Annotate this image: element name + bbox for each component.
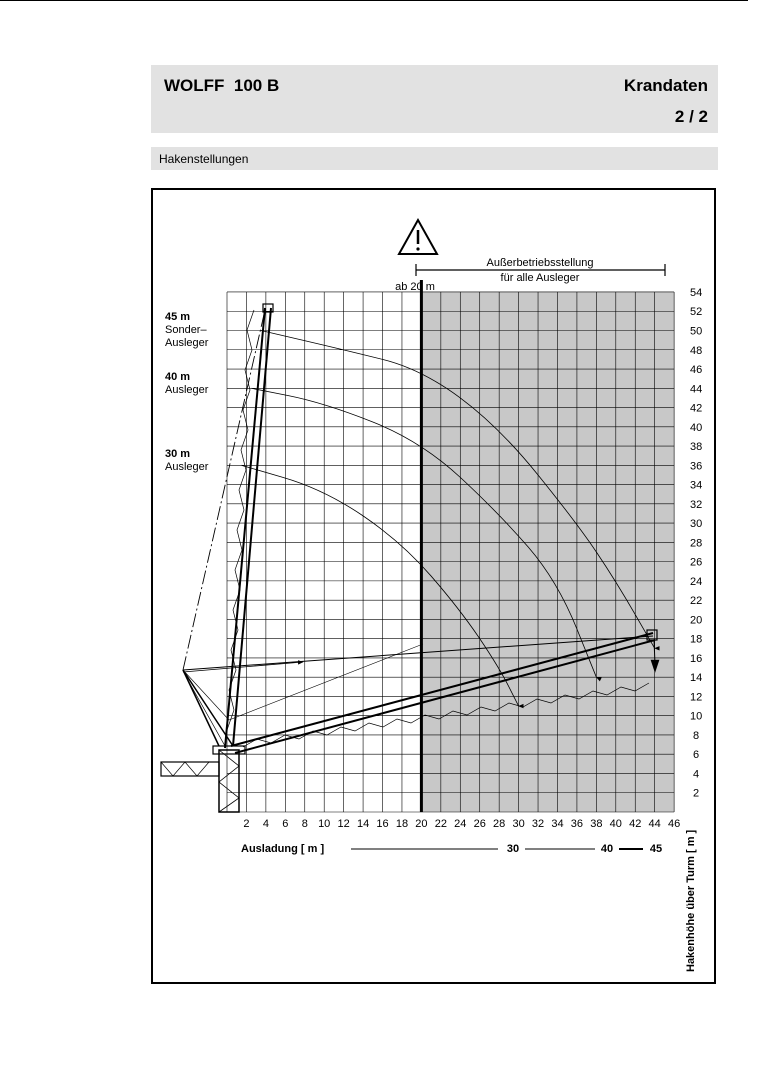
jib-45-label-1: Sonder– <box>165 324 207 336</box>
x-tick-label: 46 <box>667 818 681 830</box>
y-tick-label: 44 <box>689 383 703 396</box>
chart-frame <box>151 188 716 984</box>
top-rule <box>0 0 748 1</box>
crane-model-title: WOLFF 100 B <box>164 76 280 95</box>
x-tick-label: 38 <box>590 818 603 830</box>
y-tick-label: 26 <box>689 556 703 569</box>
y-tick-label: 20 <box>689 614 703 627</box>
y-tick-label: 8 <box>693 729 700 742</box>
x-axis-label: Ausladung [ m ] <box>241 843 325 855</box>
x-tick-label: 42 <box>629 818 642 830</box>
jib-marker-40: 40 <box>600 843 614 855</box>
y-tick-label: 2 <box>693 787 700 800</box>
page-number: 2 / 2 <box>674 107 708 126</box>
y-tick-labels <box>690 287 702 800</box>
document-title: Krandaten <box>623 76 708 95</box>
y-tick-label: 22 <box>689 595 703 608</box>
x-tick-label: 26 <box>473 818 486 830</box>
y-tick-label: 24 <box>689 575 703 588</box>
x-tick-label: 2 <box>243 818 250 830</box>
x-tick-label: 30 <box>512 818 525 830</box>
y-tick-label: 4 <box>693 768 700 781</box>
x-tick-label: 18 <box>395 818 409 830</box>
section-header <box>151 147 718 170</box>
x-tick-label: 8 <box>301 818 308 830</box>
y-tick-label: 34 <box>689 479 703 492</box>
jib-marker-30: 30 <box>506 843 520 855</box>
jib-40-length: 40 m <box>165 371 191 383</box>
y-tick-label: 40 <box>689 421 703 434</box>
out-of-service-title: Außerbetriebsstellung <box>486 257 594 269</box>
jib-45-label-2: Ausleger <box>165 337 209 349</box>
y-tick-label: 16 <box>689 652 703 665</box>
out-of-service-subtitle: für alle Ausleger <box>500 272 580 284</box>
x-tick-label: 14 <box>356 818 370 830</box>
x-tick-label: 6 <box>282 818 289 830</box>
document-header <box>151 65 718 133</box>
y-tick-label: 10 <box>689 710 703 723</box>
y-tick-label: 38 <box>689 441 703 454</box>
x-tick-label: 4 <box>262 818 269 830</box>
y-tick-label: 12 <box>689 691 703 704</box>
jib-30-length: 30 m <box>165 448 191 460</box>
y-tick-label: 18 <box>689 633 703 646</box>
x-tick-label: 22 <box>434 818 447 830</box>
x-tick-label: 34 <box>551 818 564 830</box>
jib-30-label-1: Ausleger <box>165 461 209 473</box>
x-tick-label: 20 <box>415 818 428 830</box>
jib-marker-45: 45 <box>649 843 663 855</box>
x-tick-label: 28 <box>493 818 506 830</box>
y-tick-label: 6 <box>693 749 700 762</box>
x-tick-label: 32 <box>531 818 545 830</box>
warning-triangle-icon <box>399 220 437 254</box>
y-tick-label: 46 <box>689 364 703 377</box>
hook-position-chart <box>153 190 714 982</box>
jib-45-length: 45 m <box>165 311 191 323</box>
threshold-label: ab 20 m <box>395 281 435 293</box>
y-tick-label: 14 <box>689 672 703 685</box>
out-of-service-zone <box>421 292 674 812</box>
x-tick-label: 12 <box>337 818 350 830</box>
y-axis-label: Hakenhöhe über Turm [ m ] <box>685 829 697 972</box>
y-tick-label: 30 <box>689 518 703 531</box>
x-tick-label: 44 <box>648 818 661 830</box>
x-tick-label: 36 <box>570 818 584 830</box>
x-tick-label: 24 <box>454 818 467 830</box>
y-tick-label: 36 <box>689 460 703 473</box>
y-tick-label: 50 <box>689 325 703 338</box>
x-tick-label: 40 <box>609 818 622 830</box>
y-tick-label: 54 <box>689 286 703 299</box>
section-title: Hakenstellungen <box>159 152 249 166</box>
y-tick-label: 32 <box>689 498 703 511</box>
y-tick-label: 52 <box>689 306 703 319</box>
x-tick-label: 16 <box>376 818 389 830</box>
x-tick-label: 10 <box>318 818 331 830</box>
y-tick-label: 42 <box>689 402 703 415</box>
jib-40-label-1: Ausleger <box>165 384 209 396</box>
x-tick-labels <box>243 818 680 830</box>
y-tick-label: 48 <box>689 344 703 357</box>
y-tick-label: 28 <box>689 537 703 550</box>
